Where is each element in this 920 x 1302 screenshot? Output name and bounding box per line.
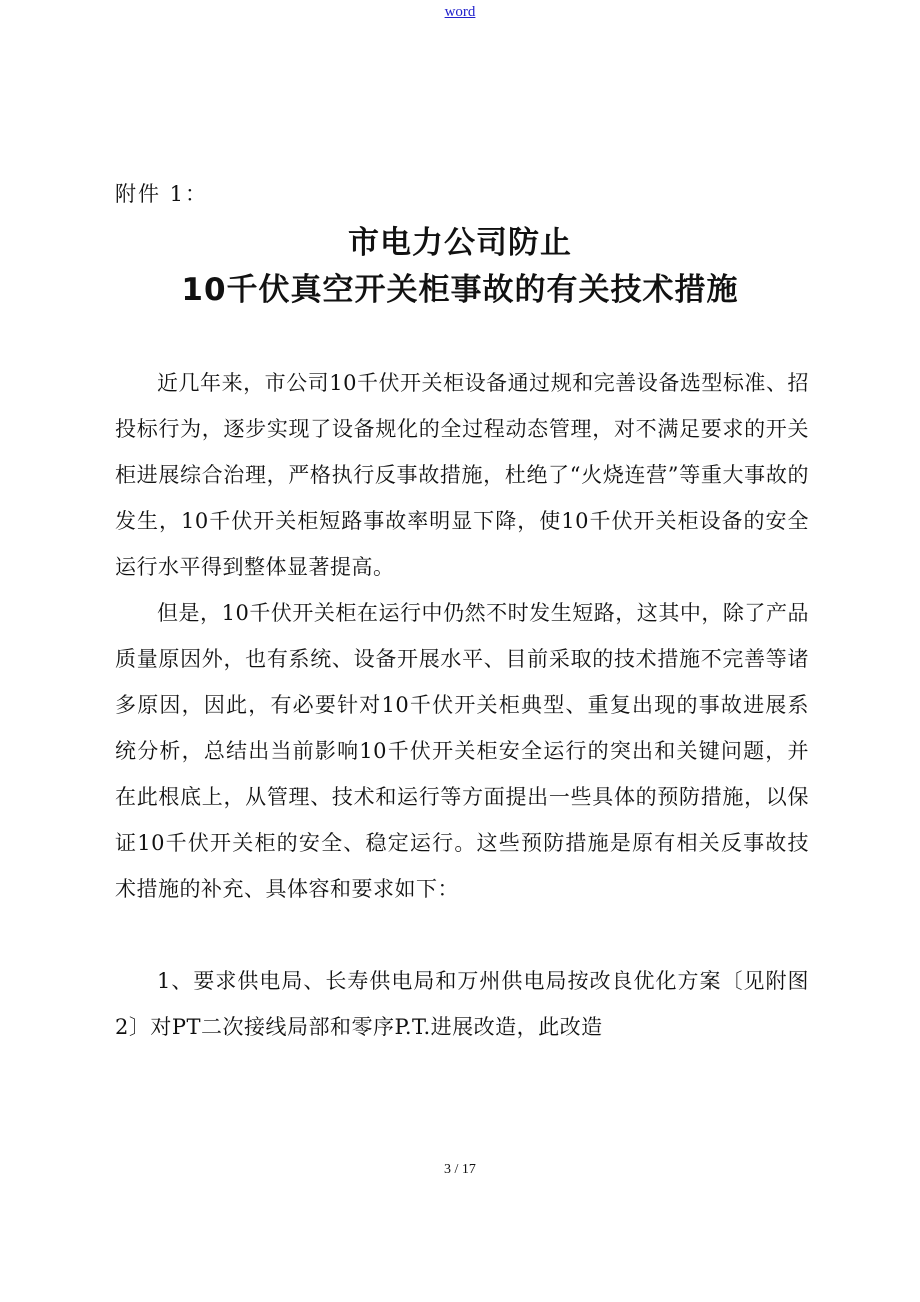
document-title-line-2: 10千伏真空开关柜事故的有关技术措施 <box>181 272 739 308</box>
header-word-link-container <box>0 4 920 21</box>
header-word-link[interactable]: word <box>444 4 476 20</box>
body-paragraph-3: 1、要求供电局、长寿供电局和万州供电局按改良优化方案〔见附图2〕对PT二次接线局部和零序P.T.进展改造，此改造 <box>115 969 809 1039</box>
page-number: 3 / 17 <box>444 1162 476 1177</box>
document-body <box>115 360 809 1050</box>
document-title-line-1: 市电力公司防止 <box>348 225 572 261</box>
attachment-label: 附件 1： <box>115 182 209 206</box>
body-paragraph-1: 近几年来，市公司10千伏开关柜设备通过规和完善设备选型标准、招投标行为，逐步实现了设备规化的全过程动态管理，对不满足要求的开关柜进展综合治理，严格执行反事故措施，杜绝了“火烧连营”等重大事故的发生，10千伏开关柜短路事故率明显下降，使10千伏开关柜设备的安全运行水平得到整体显著提高。 <box>115 371 809 579</box>
body-paragraph-2: 但是，10千伏开关柜在运行中仍然不时发生短路，这其中，除了产品质量原因外，也有系统、设备开展水平、目前采取的技术措施不完善等诸多原因，因此，有必要针对10千伏开关柜典型、重复出现的事故进展系统分析，总结出当前影响10千伏开关柜安全运行的突出和关键问题，并在此根底上，从管理、技术和运行等方面提出一些具体的预防措施，以保证10千伏开关柜的安全、稳定运行。这些预防措施是原有相关反事故技术措施的补充、具体容和要求如下： <box>115 601 809 901</box>
